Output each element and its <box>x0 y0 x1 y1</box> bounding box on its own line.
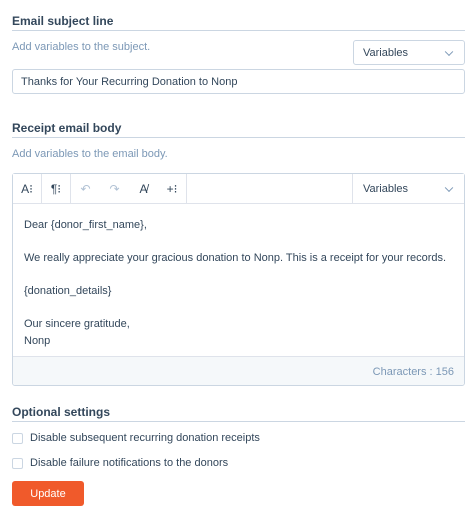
update-button[interactable]: Update <box>12 481 84 506</box>
body-line-closing: Our sincere gratitude, <box>24 318 130 330</box>
editor-content[interactable] <box>24 217 454 349</box>
redo-button[interactable] <box>100 174 129 203</box>
subject-section-divider <box>12 30 465 31</box>
redo-icon: ↷ <box>109 181 120 196</box>
character-count-bar <box>13 356 464 385</box>
undo-icon: ↶ <box>80 181 91 196</box>
character-count: Characters : 156 <box>372 366 454 378</box>
undo-button[interactable] <box>71 174 100 203</box>
body-line-donation-details: {donation_details} <box>24 285 112 297</box>
insert-plus-icon: +⁝ <box>166 181 178 196</box>
body-section-title: Receipt email body <box>12 121 122 135</box>
subject-variables-select[interactable] <box>353 40 465 65</box>
disable-failure-notifications-option[interactable] <box>12 457 228 469</box>
body-section-divider <box>12 137 465 138</box>
email-body-editor[interactable] <box>12 173 465 386</box>
optional-section-divider <box>12 421 465 422</box>
subject-section-title: Email subject line <box>12 14 114 28</box>
clear-formatting-button[interactable] <box>129 174 158 203</box>
disable-failure-notifications-label: Disable failure notifications to the donors <box>30 457 229 469</box>
disable-recurring-receipts-checkbox[interactable] <box>12 433 23 444</box>
chevron-down-icon <box>445 47 453 55</box>
font-size-icon: A⁝ <box>21 181 33 196</box>
insert-button[interactable] <box>158 174 187 203</box>
optional-section-title: Optional settings <box>12 405 111 419</box>
subject-input[interactable] <box>12 69 465 94</box>
subject-variables-select-label: Variables <box>363 46 409 59</box>
chevron-down-icon <box>445 183 453 191</box>
body-variables-select[interactable] <box>352 174 464 203</box>
disable-recurring-receipts-option[interactable] <box>12 432 260 444</box>
body-line-greeting: Dear {donor_first_name}, <box>24 219 147 231</box>
disable-failure-notifications-checkbox[interactable] <box>12 458 23 469</box>
disable-recurring-receipts-label: Disable subsequent recurring donation receipts <box>30 432 260 444</box>
font-size-button[interactable] <box>13 174 42 203</box>
paragraph-button[interactable] <box>42 174 71 203</box>
paragraph-icon: ¶⁝ <box>50 181 62 196</box>
body-line-message: We really appreciate your gracious donation to Nonp. This is a receipt for your records. <box>24 252 447 264</box>
body-line-signature: Nonp <box>24 334 51 347</box>
body-variables-select-label: Variables <box>363 182 409 195</box>
subject-help-text: Add variables to the subject. <box>12 41 151 53</box>
editor-toolbar <box>13 174 464 204</box>
clear-formatting-icon: A̸ <box>139 181 148 196</box>
body-help-text: Add variables to the email body. <box>12 148 168 160</box>
